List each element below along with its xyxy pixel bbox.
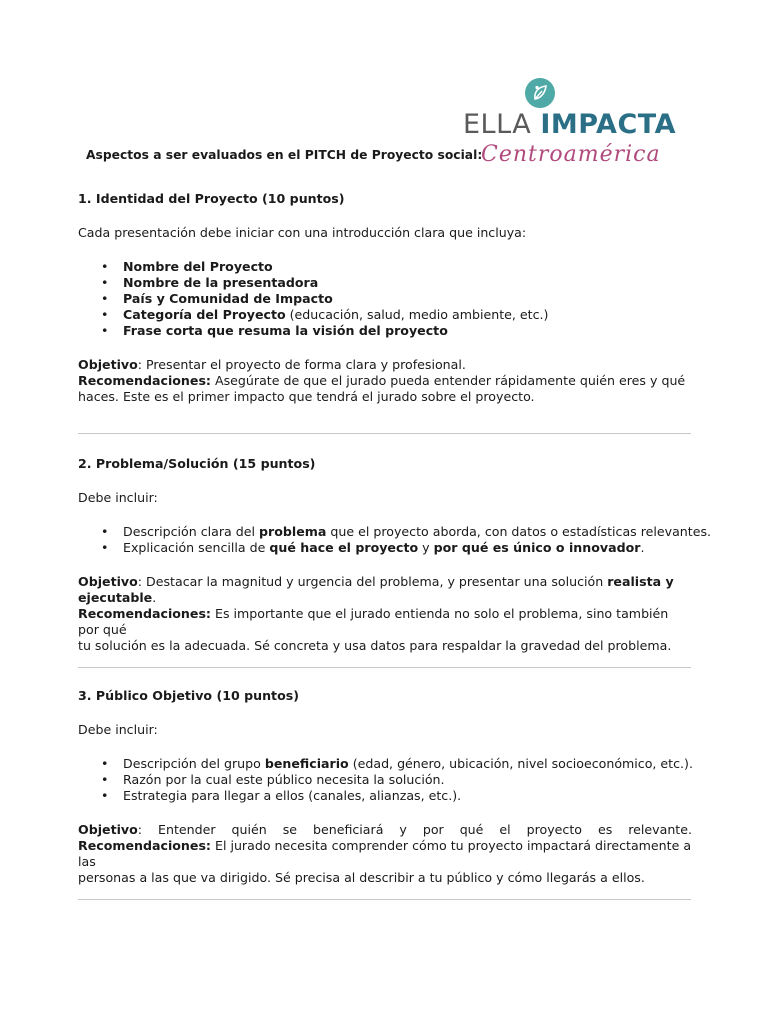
objective-text: Objetivo: Entender quién se beneficiará y por qué el proyecto es relevante. [78,822,692,837]
section-heading: 1. Identidad del Proyecto (10 puntos) [78,191,345,206]
section-divider [78,433,691,434]
objective-text: Objetivo: Destacar la magnitud y urgencia del problema, y presentar una solución realista y ejecutable. [78,574,674,605]
list-item: • Estrategia para llegar a ellos (canales, alianzas, etc.). [78,788,692,804]
document-title: Aspectos a ser evaluados en el PITCH de Proyecto social: [86,148,483,162]
section-publico [78,688,692,886]
brand-logo [463,78,676,170]
section-intro: Debe incluir: [78,490,158,505]
logo-subtitle: Centroamérica [481,142,661,167]
list-item: • Categoría del Proyecto (educación, salud, medio ambiente, etc.) [78,307,692,323]
section-divider [78,667,691,668]
list-item: • Descripción del grupo beneficiario (edad, género, ubicación, nivel socioeconómico, etc.). [78,756,692,772]
section-intro: Debe incluir: [78,722,158,737]
bullet-list [78,524,712,556]
section-heading: 3. Público Objetivo (10 puntos) [78,688,299,703]
list-item: • Frase corta que resuma la visión del proyecto [78,323,692,339]
list-item: • Nombre del Proyecto [78,259,692,275]
section-identidad [78,191,692,405]
list-item: • País y Comunidad de Impacto [78,291,692,307]
objective-text: Objetivo: Presentar el proyecto de forma clara y profesional. [78,357,466,372]
recommendations-text: Recomendaciones: Es importante que el jurado entienda no solo el problema, sino también por qué tu solución es la adecuada. Sé concreta y usa datos para respaldar la gravedad del problema. [78,606,672,653]
list-item: • Descripción clara del problema que el proyecto aborda, con datos o estadísticas relevantes. [78,524,692,540]
section-intro: Cada presentación debe iniciar con una introducción clara que incluya: [78,225,527,240]
bullet-list [78,259,692,339]
section-divider [78,899,691,900]
leaf-icon [525,78,555,108]
logo-mark [525,78,555,108]
bullet-list [78,756,692,804]
list-item: • Explicación sencilla de qué hace el proyecto y por qué es único o innovador. [78,540,692,556]
recommendations-text: Recomendaciones: Asegúrate de que el jurado pueda entender rápidamente quién eres y qué haces. Este es el primer impacto que tendrá el jurado sobre el proyecto. [78,373,686,404]
section-problema [78,456,712,654]
list-item: • Nombre de la presentadora [78,275,692,291]
logo-wordmark: ELLA IMPACTA [463,109,676,140]
section-heading: 2. Problema/Solución (15 puntos) [78,456,316,471]
list-item: • Razón por la cual este público necesita la solución. [78,772,692,788]
recommendations-text: Recomendaciones: El jurado necesita comprender cómo tu proyecto impactará directamente a las personas a las que va dirigido. Sé precisa al describir a tu público y cómo llegarás a ellos. [78,838,692,885]
